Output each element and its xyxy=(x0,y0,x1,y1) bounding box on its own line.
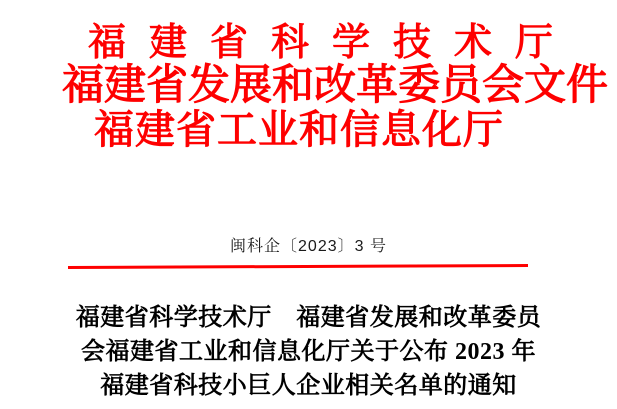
document-title xyxy=(0,301,617,403)
red-divider-line xyxy=(68,264,528,269)
red-header-agency-line-3: 福建省工业和信息化厅 xyxy=(94,107,504,152)
red-header-agency-line-2: 福建省发展和改革委员会文件 xyxy=(62,61,609,108)
red-header-agency-line-1: 福建省科学技术厅 xyxy=(88,22,577,64)
document-title-line-2: 会福建省工业和信息化厅关于公布 2023 年 xyxy=(81,339,536,365)
document-title-line-1: 福建省科学技术厅 福建省发展和改革委员 xyxy=(75,305,542,331)
document-title-line-3: 福建省科技小巨人企业相关名单的通知 xyxy=(100,373,517,399)
document-number: 闽科企〔2023〕3 号 xyxy=(230,238,387,255)
